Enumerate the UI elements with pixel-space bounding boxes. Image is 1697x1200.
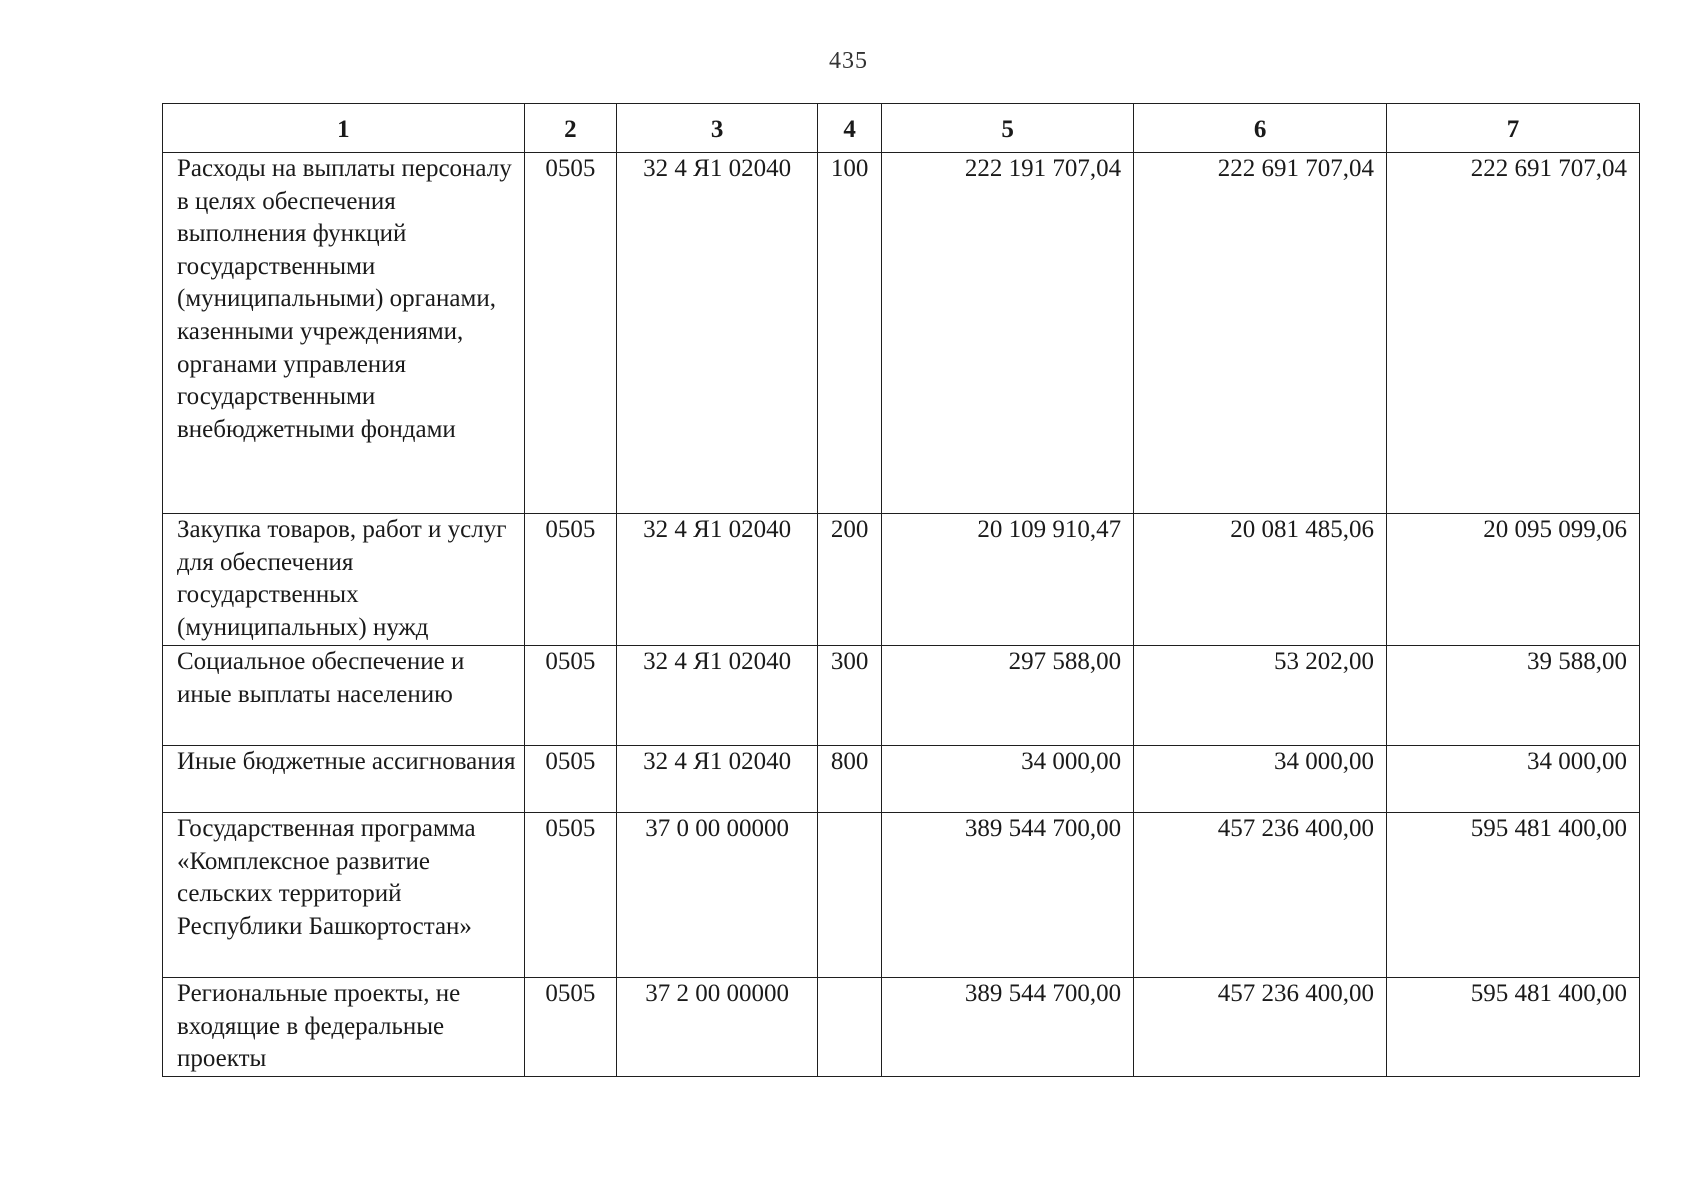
expense-type: 200 xyxy=(818,514,882,646)
amount-col-6: 457 236 400,00 xyxy=(1134,978,1387,1077)
amount-col-6: 34 000,00 xyxy=(1134,746,1387,813)
table-row xyxy=(163,746,1640,813)
table-header-row xyxy=(163,104,1640,153)
amount-col-7: 39 588,00 xyxy=(1387,646,1640,746)
expense-type xyxy=(818,978,882,1077)
target-article: 32 4 Я1 02040 xyxy=(617,646,818,746)
page-number: 435 xyxy=(829,48,868,74)
expense-type: 800 xyxy=(818,746,882,813)
target-article: 32 4 Я1 02040 xyxy=(617,153,818,514)
target-article: 32 4 Я1 02040 xyxy=(617,746,818,813)
amount-col-7: 222 691 707,04 xyxy=(1387,153,1640,514)
header-col-2: 2 xyxy=(524,104,616,153)
amount-col-5: 34 000,00 xyxy=(882,746,1134,813)
target-article: 37 2 00 00000 xyxy=(617,978,818,1077)
table-row xyxy=(163,978,1640,1077)
expense-type xyxy=(818,813,882,978)
section-code: 0505 xyxy=(524,813,616,978)
expense-type: 300 xyxy=(818,646,882,746)
header-col-3: 3 xyxy=(617,104,818,153)
header-col-5: 5 xyxy=(882,104,1134,153)
section-code: 0505 xyxy=(524,978,616,1077)
amount-col-6: 20 081 485,06 xyxy=(1134,514,1387,646)
amount-col-5: 297 588,00 xyxy=(882,646,1134,746)
amount-col-5: 389 544 700,00 xyxy=(882,978,1134,1077)
expense-name: Государственная программа «Комплексное развитие сельских территорий Республики Башкортостан» xyxy=(163,813,525,978)
amount-col-7: 34 000,00 xyxy=(1387,746,1640,813)
amount-col-5: 389 544 700,00 xyxy=(882,813,1134,978)
header-col-1: 1 xyxy=(163,104,525,153)
budget-table xyxy=(162,103,1640,1077)
expense-name: Закупка товаров, работ и услуг для обеспечения государственных (муниципальных) нужд xyxy=(163,514,525,646)
target-article: 32 4 Я1 02040 xyxy=(617,514,818,646)
expense-name: Расходы на выплаты персоналу в целях обеспечения выполнения функций государственными (муниципальными) органами, казенными учреждениями, органами управления государственными внебюджетными фондами xyxy=(163,153,525,514)
table-row xyxy=(163,153,1640,514)
expense-type: 100 xyxy=(818,153,882,514)
table-row xyxy=(163,646,1640,746)
expense-name: Социальное обеспечение и иные выплаты населению xyxy=(163,646,525,746)
header-col-4: 4 xyxy=(818,104,882,153)
expense-name: Иные бюджетные ассигнования xyxy=(163,746,525,813)
amount-col-5: 20 109 910,47 xyxy=(882,514,1134,646)
target-article: 37 0 00 00000 xyxy=(617,813,818,978)
amount-col-7: 595 481 400,00 xyxy=(1387,978,1640,1077)
table-row xyxy=(163,813,1640,978)
amount-col-6: 457 236 400,00 xyxy=(1134,813,1387,978)
amount-col-7: 595 481 400,00 xyxy=(1387,813,1640,978)
section-code: 0505 xyxy=(524,514,616,646)
amount-col-6: 53 202,00 xyxy=(1134,646,1387,746)
header-col-6: 6 xyxy=(1134,104,1387,153)
table-row xyxy=(163,514,1640,646)
section-code: 0505 xyxy=(524,153,616,514)
header-col-7: 7 xyxy=(1387,104,1640,153)
section-code: 0505 xyxy=(524,646,616,746)
section-code: 0505 xyxy=(524,746,616,813)
amount-col-7: 20 095 099,06 xyxy=(1387,514,1640,646)
amount-col-6: 222 691 707,04 xyxy=(1134,153,1387,514)
expense-name: Региональные проекты, не входящие в федеральные проекты xyxy=(163,978,525,1077)
amount-col-5: 222 191 707,04 xyxy=(882,153,1134,514)
